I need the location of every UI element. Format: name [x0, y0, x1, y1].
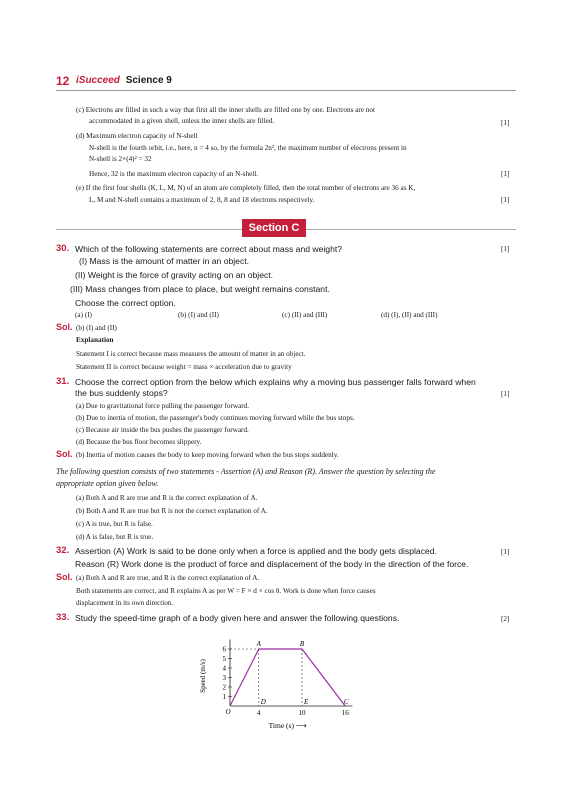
q30-statement-1: (I) Mass is the amount of matter in an object. — [79, 256, 250, 266]
q30-sol-label: Sol. — [56, 322, 73, 332]
q30-choose: Choose the correct option. — [75, 298, 176, 308]
q31-option-c: (c) Because air inside the bus pushes the passenger forward. — [76, 426, 249, 434]
answer-d-line3: N-shell is 2×(4)² = 32 — [89, 155, 152, 163]
q30-explanation-2: Statement II is correct because weight = mass × acceleration due to gravity — [76, 363, 292, 371]
foot-label-D: D — [260, 698, 266, 706]
q30-text: Which of the following statements are correct about mass and weight? — [75, 244, 343, 254]
brand-logo — [76, 75, 172, 86]
answer-e-mark: [1] — [501, 196, 510, 204]
q31-line2: the bus suddenly stops? — [75, 388, 168, 398]
x-tick-label-4: 4 — [257, 709, 261, 717]
y-tick-label-4: 4 — [222, 664, 226, 673]
ar-instructions-line1: The following question consists of two statements - Assertion (A) and Reason (R). Answer the question by selecting the — [56, 467, 436, 476]
q30-statement-3: (III) Mass changes from place to place, but weight remains constant. — [70, 284, 330, 294]
y-tick-label-3: 3 — [222, 674, 226, 682]
answer-d-line4: Hence, 32 is the maximum electron capacity of an N-shell. — [89, 170, 259, 178]
point-label-B: B — [299, 640, 305, 648]
q31-option-d: (d) Because the bus floor becomes slippery. — [76, 438, 202, 446]
foot-label-E: E — [304, 698, 309, 706]
q33-text: Study the speed-time graph of a body given here and answer the following questions. — [75, 613, 400, 623]
answer-c-mark: [1] — [501, 119, 510, 127]
q30-option-b: (b) (I) and (II) — [178, 311, 219, 319]
q31-sol-label: Sol. — [56, 449, 73, 459]
x-tick-label-16: 16 — [341, 709, 349, 717]
q31-number: 31. — [56, 376, 70, 387]
point-label-O: O — [225, 708, 231, 716]
y-axis-label: Speed (m/s) — [199, 659, 207, 693]
speed-time-graph — [195, 638, 375, 753]
y-tick-label-6: 6 — [222, 645, 226, 654]
brand-i: i — [76, 75, 79, 86]
q32-sol-label: Sol. — [56, 572, 73, 582]
answer-e-line1: (e) If the first four shells (K, L, M, N) of an atom are completely filled, then the total number of electrons are 36 as K, — [76, 184, 416, 192]
series-line — [230, 649, 345, 706]
q31-mark: [1] — [501, 390, 510, 398]
q32-reason: Reason (R) Work done is the product of force and displacement of the body in the direction of the force. — [75, 559, 469, 569]
point-label-C: C — [343, 698, 349, 706]
q31-option-b: (b) Due to inertia of motion, the passenger's body continues moving forward while the bus stops. — [76, 414, 355, 422]
q30-option-c: (c) (II) and (III) — [282, 311, 328, 319]
page-number: 12 — [56, 74, 70, 88]
answer-d-line2: N-shell is the fourth orbit, i.e., here, n = 4 so, by the formula 2n², the maximum number of electrons present in — [89, 144, 407, 152]
ar-option-c: (c) A is true, but R is false. — [76, 520, 153, 528]
section-title: Section C — [242, 219, 306, 237]
ar-option-d: (d) A is false, but R is true. — [76, 533, 154, 541]
q32-number: 32. — [56, 545, 70, 556]
q31-sol-answer: (b) Inertia of motion causes the body to keep moving forward when the bus stops suddenly. — [76, 451, 339, 459]
brand-succeed: Succeed — [78, 75, 120, 86]
q30-option-d: (d) (I), (II) and (III) — [381, 311, 438, 319]
header-rule — [56, 90, 516, 91]
y-tick-label-2: 2 — [222, 683, 226, 692]
q32-sol-answer: (a) Both A and R are true, and R is the correct explanation of A. — [76, 574, 260, 582]
ar-option-b: (b) Both A and R are true but R is not the correct explanation of A. — [76, 507, 268, 515]
subject-title: Science 9 — [125, 75, 172, 86]
q30-number: 30. — [56, 243, 70, 254]
q32-mark: [1] — [501, 548, 510, 556]
q30-explanation-1: Statement I is correct because mass measures the amount of matter in an object. — [76, 350, 306, 358]
q31-option-a: (a) Due to gravitational force pulling the passenger forward. — [76, 402, 250, 410]
answer-c-line1: (c) Electrons are filled in such a way that first all the inner shells are filled one by one. Electrons are not — [76, 106, 375, 114]
x-axis-label: Time (s) ⟶ — [268, 721, 307, 730]
q30-mark: [1] — [501, 245, 510, 253]
q32-explanation-1: Both statements are correct, and R explains A as per W = F × d × cos θ. Work is done when force causes — [76, 587, 376, 595]
x-tick-label-10: 10 — [298, 709, 306, 717]
answer-d-line1: (d) Maximum electron capacity of N-shell — [76, 132, 198, 140]
q30-sol-answer: (b) (I) and (II) — [76, 324, 117, 332]
y-tick-label-5: 5 — [222, 655, 226, 663]
q32-explanation-2: displacement in its own direction. — [76, 599, 174, 607]
y-tick-label-1: 1 — [222, 693, 226, 701]
q31-line1: Choose the correct option from the below which explains why a moving bus passenger falls forward when — [75, 377, 476, 387]
answer-c-line2: accommodated in a given shell, unless the inner shells are filled. — [89, 117, 275, 125]
answer-e-line2: L, M and N-shell contains a maximum of 2, 8, 8 and 18 electrons respectively. — [89, 196, 315, 204]
ar-instructions-line2: appropriate option given below. — [56, 479, 159, 488]
q30-explanation-label: Explanation — [76, 336, 114, 344]
ar-option-a: (a) Both A and R are true and R is the correct explanation of A. — [76, 494, 258, 502]
point-label-A: A — [256, 640, 261, 648]
q33-mark: [2] — [501, 615, 510, 623]
q30-option-a: (a) (I) — [75, 311, 92, 319]
answer-d-mark: [1] — [501, 170, 510, 178]
q32-assertion: Assertion (A) Work is said to be done only when a force is applied and the body gets displaced. — [75, 546, 437, 556]
q33-number: 33. — [56, 612, 70, 623]
q30-statement-2: (II) Weight is the force of gravity acting on an object. — [75, 270, 274, 280]
